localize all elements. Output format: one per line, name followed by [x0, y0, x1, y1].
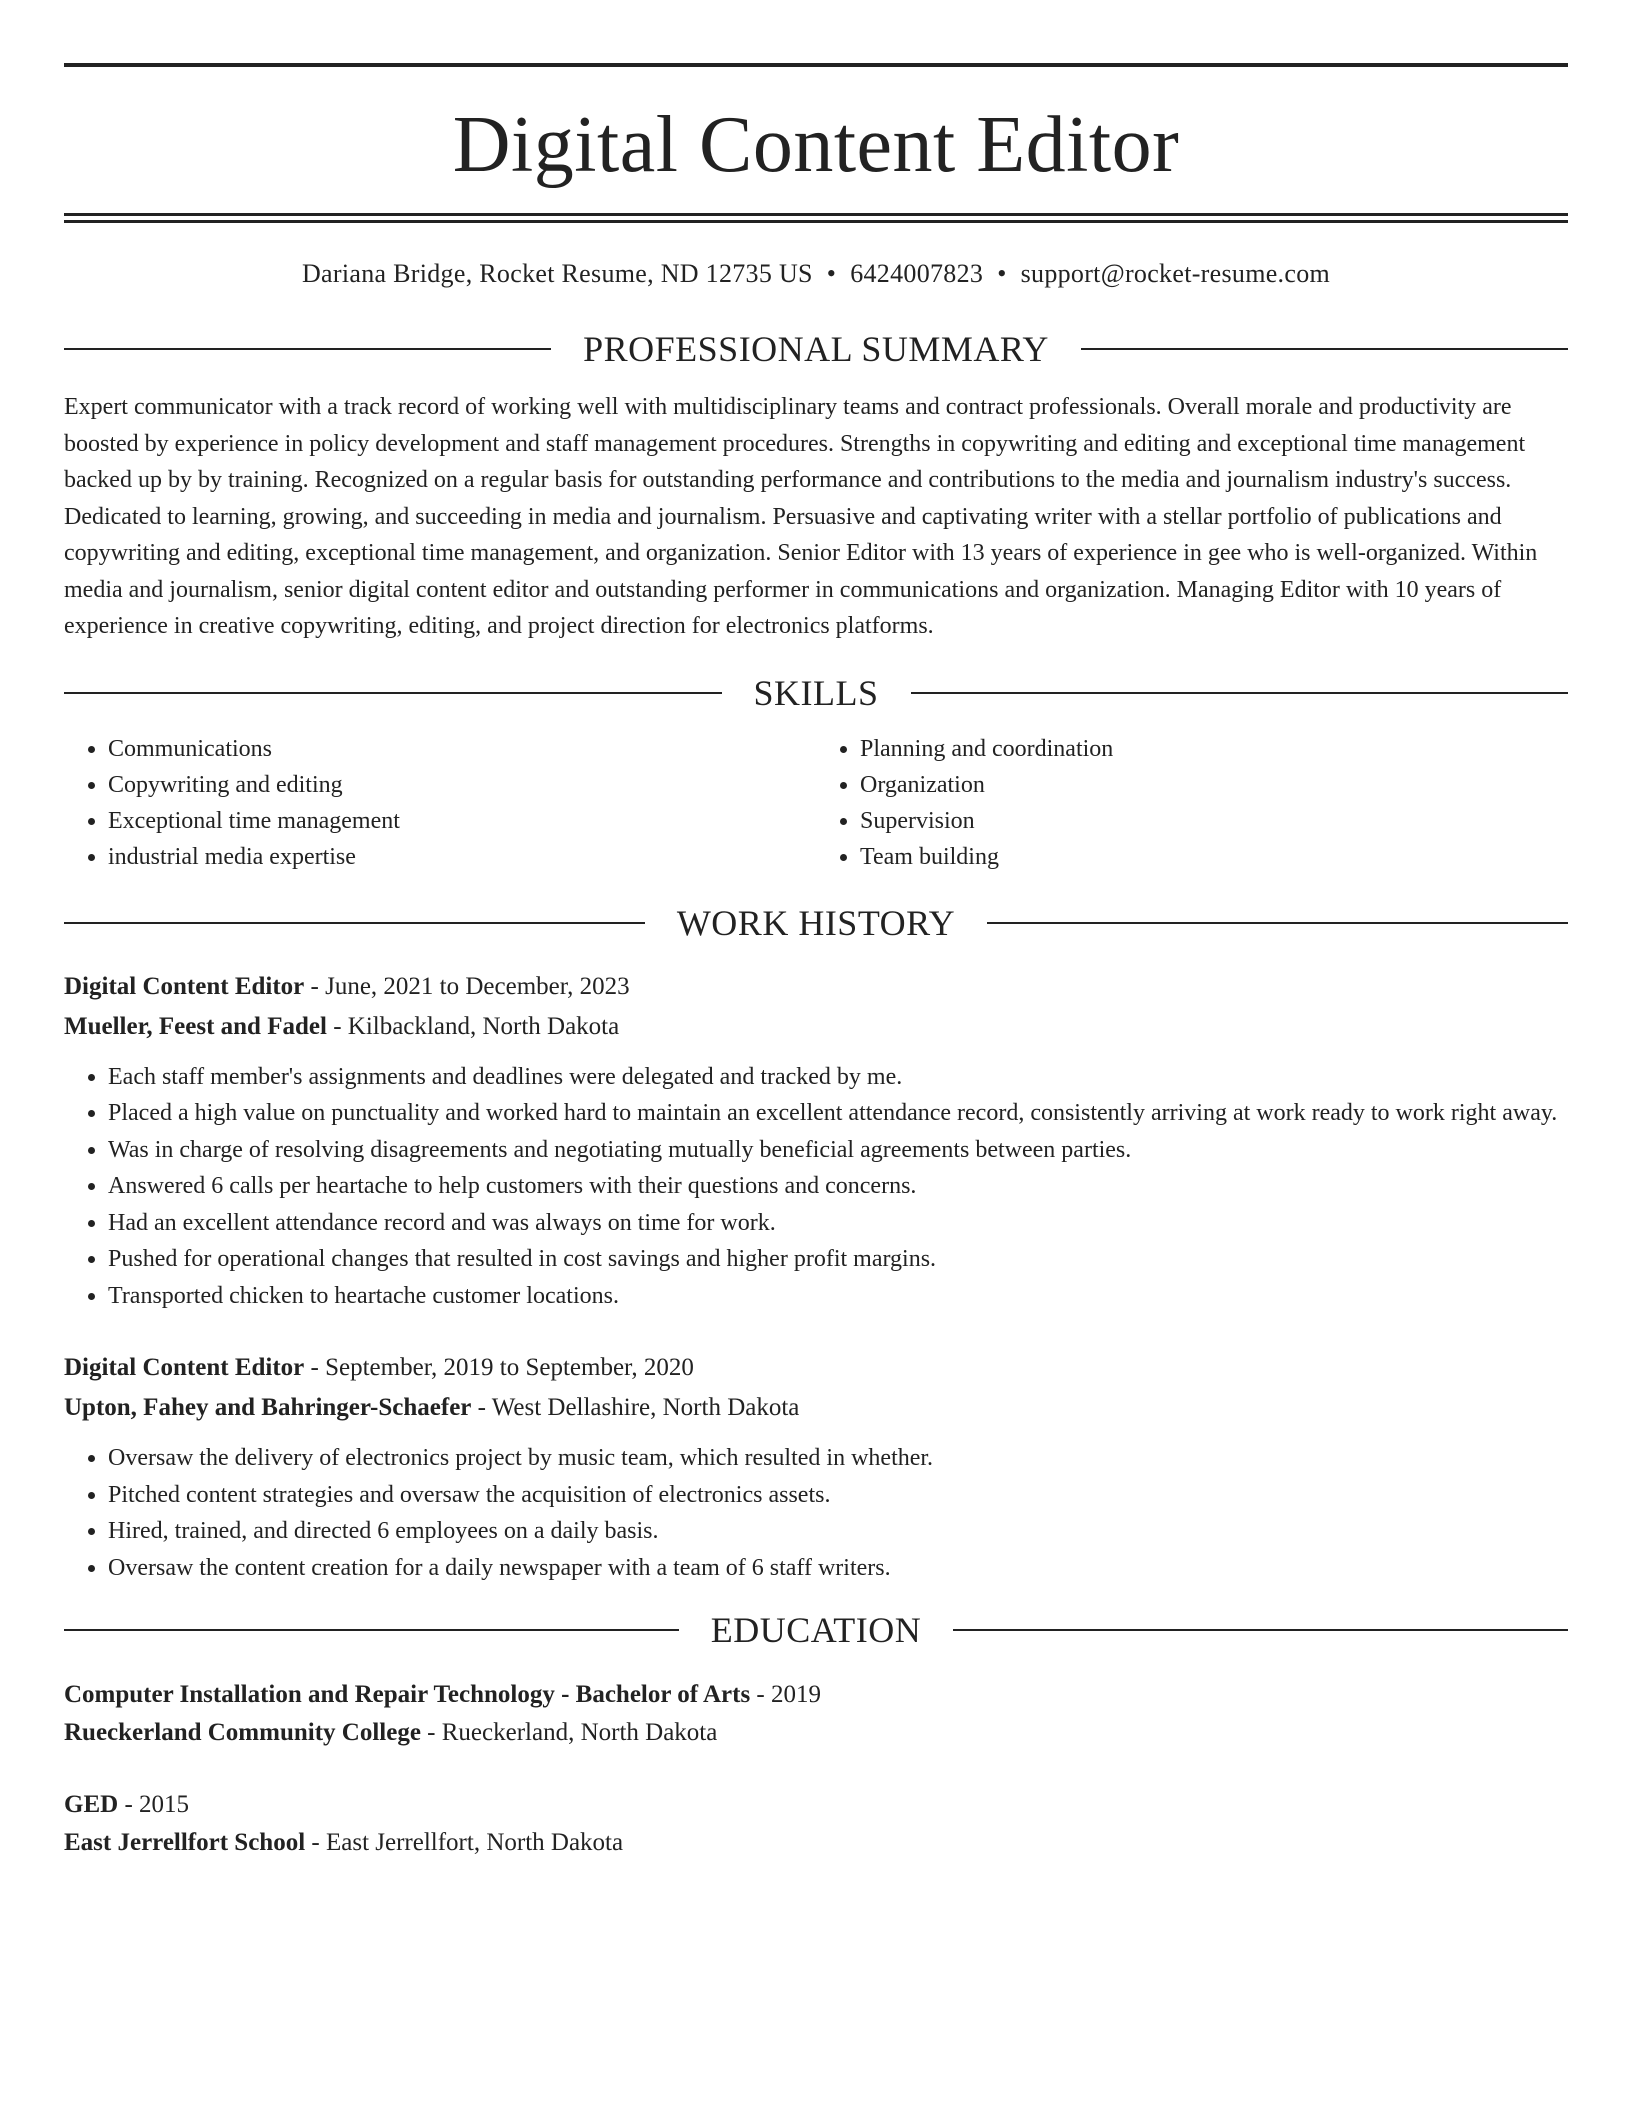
heading-rule-right [911, 692, 1569, 694]
contact-address: Dariana Bridge, Rocket Resume, ND 12735 US [301, 259, 813, 288]
education-entry [64, 1786, 1568, 1862]
job-bullet: • Placed a high value on punctuality and worked hard to maintain an excellent attendance record, consistently arriving at work ready to work right away. [108, 1095, 1568, 1132]
education-year: - 2019 [750, 1681, 821, 1708]
job-dates: - September, 2019 to September, 2020 [304, 1354, 694, 1381]
skill-item: • Organization [860, 767, 1568, 803]
heading-rule-left [64, 922, 645, 924]
heading-rule-left [64, 1629, 679, 1631]
job-title: Digital Content Editor [64, 972, 305, 1000]
contact-line [64, 261, 1568, 287]
education-degree: Computer Installation and Repair Technology - Bachelor of Arts [64, 1681, 751, 1708]
education-location: - East Jerrellfort, North Dakota [305, 1829, 624, 1856]
job-bullet: • Hired, trained, and directed 6 employees on a daily basis. [108, 1513, 1568, 1550]
page-title: Digital Content Editor [452, 101, 1180, 189]
job-bullet: • Each staff member's assignments and deadlines were delegated and tracked by me. [108, 1059, 1568, 1096]
skill-item: • Exceptional time management [108, 803, 816, 839]
skills-heading-label: SKILLS [753, 672, 879, 713]
job-dates: - June, 2021 to December, 2023 [304, 972, 630, 1000]
heading-rule-right [1081, 348, 1568, 350]
job-bullets [64, 1440, 1568, 1586]
summary-heading-label: PROFESSIONAL SUMMARY [583, 329, 1049, 369]
job-company-line [64, 1388, 1568, 1428]
job-location: - West Dellashire, North Dakota [471, 1394, 800, 1421]
contact-phone[interactable]: 6424007823 [850, 259, 984, 288]
job-entry [64, 1348, 1568, 1586]
contact-email[interactable]: support@rocket-resume.com [1020, 259, 1331, 288]
job-entry [64, 967, 1568, 1315]
title-double-rule [64, 213, 1568, 223]
job-bullet: • Oversaw the content creation for a daily newspaper with a team of 6 staff writers. [108, 1550, 1568, 1587]
job-company-line [64, 1007, 1568, 1047]
education-location: - Rueckerland, North Dakota [420, 1719, 718, 1746]
job-bullet: • Oversaw the delivery of electronics project by music team, which resulted in whether. [108, 1440, 1568, 1477]
skill-item: • Team building [860, 839, 1568, 875]
education-school-line [64, 1714, 1568, 1752]
education-degree-line [64, 1676, 1568, 1714]
summary-heading [64, 331, 1568, 367]
education-degree-line [64, 1786, 1568, 1824]
job-bullet: • Answered 6 calls per heartache to help customers with their questions and concerns. [108, 1168, 1568, 1205]
summary-text: Expert communicator with a track record of working well with multidisciplinary teams and contract professionals. Overall morale and productivity are boosted by experience in policy development and staff management procedures. Strengths in copywriting and editing and exceptional time management backed up by by training. Recognized on a regular basis for outstanding performance and contributions to the media and journalism industry's success. Dedicated to learning, growing, and succeeding in media and journalism. Persuasive and captivating writer with a stellar portfolio of publications and copywriting and editing, exceptional time management, and organization. Senior Editor with 13 years of experience in gee who is well-organized. Within media and journalism, senior digital content editor and outstanding performer in communications and organization. Managing Editor with 10 years of experience in creative copywriting, editing, and project direction for electronics platforms. [64, 394, 1538, 639]
job-company: Upton, Fahey and Bahringer-Schaefer [64, 1394, 472, 1421]
education-heading [64, 1612, 1568, 1648]
heading-rule-right [953, 1629, 1568, 1631]
skill-item: • Supervision [860, 803, 1568, 839]
job-location: - Kilbackland, North Dakota [326, 1012, 620, 1040]
work-heading-label: WORK HISTORY [676, 902, 956, 943]
contact-separator: • [826, 259, 837, 288]
skills-heading [64, 672, 1568, 713]
job-bullet: • Was in charge of resolving disagreements and negotiating mutually beneficial agreements between parties. [108, 1132, 1568, 1169]
education-year: - 2015 [118, 1791, 190, 1818]
skill-item: • Communications [108, 731, 816, 767]
work-heading [64, 902, 1568, 943]
education-degree: GED [64, 1791, 119, 1818]
heading-rule-left [64, 692, 722, 694]
heading-rule-left [64, 348, 551, 350]
job-bullet: • Had an excellent attendance record and was always on time for work. [108, 1205, 1568, 1242]
job-title: Digital Content Editor [64, 1354, 305, 1381]
skill-item: • Copywriting and editing [108, 767, 816, 803]
job-title-line [64, 1348, 1568, 1388]
job-bullet: • Pushed for operational changes that resulted in cost savings and higher profit margins. [108, 1241, 1568, 1278]
skills-list [64, 731, 1568, 875]
education-entry [64, 1676, 1568, 1752]
heading-rule-right [987, 922, 1568, 924]
contact-separator: • [997, 259, 1007, 288]
job-bullets [64, 1059, 1568, 1315]
job-bullet: • Pitched content strategies and oversaw the acquisition of electronics assets. [108, 1477, 1568, 1514]
education-school: East Jerrellfort School [64, 1829, 306, 1856]
skills-column-left [64, 731, 816, 875]
education-school-line [64, 1824, 1568, 1862]
job-company: Mueller, Feest and Fadel [64, 1012, 327, 1040]
skills-column-right [816, 731, 1568, 875]
education-heading-label: EDUCATION [710, 1610, 922, 1650]
job-title-line [64, 967, 1568, 1007]
skill-item: • industrial media expertise [108, 839, 816, 875]
job-bullet: • Transported chicken to heartache customer locations. [108, 1278, 1568, 1315]
education-school: Rueckerland Community College [64, 1719, 421, 1746]
skill-item: • Planning and coordination [860, 731, 1568, 767]
